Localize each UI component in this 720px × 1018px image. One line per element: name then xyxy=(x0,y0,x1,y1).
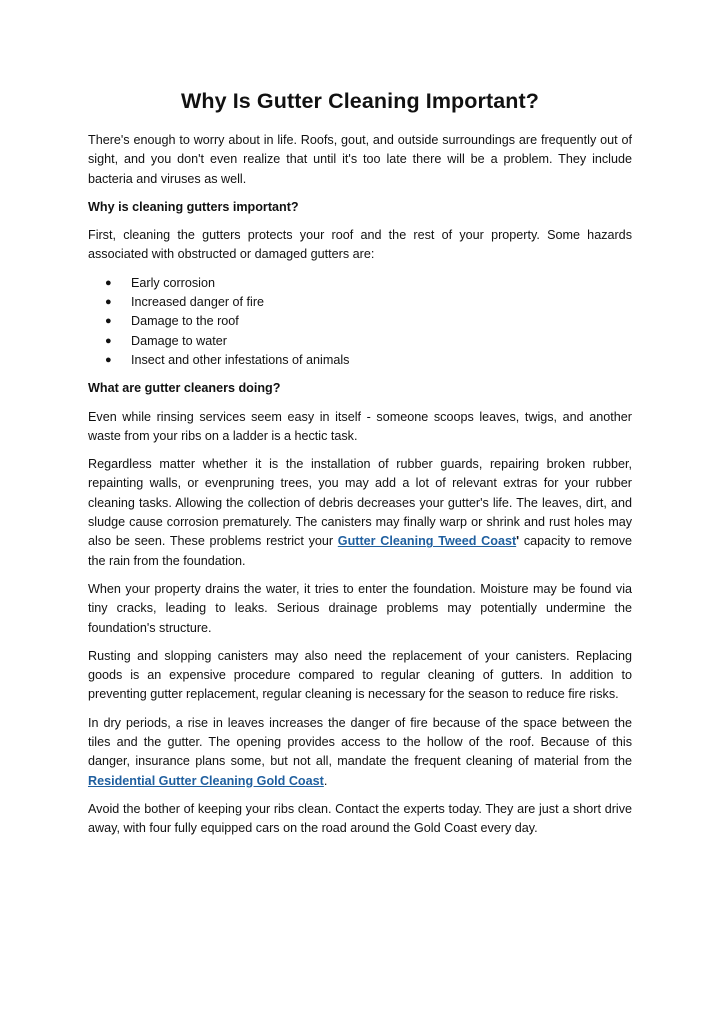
list-item xyxy=(105,274,632,293)
hazards-intro-paragraph: First, cleaning the gutters protects your roof and the rest of your property. Some hazards associated with obstructed or damaged gutters are: xyxy=(88,228,632,262)
rinsing-paragraph: Even while rinsing services seem easy in itself - someone scoops leaves, twigs, and another waste from your ribs on a ladder is a hectic task. xyxy=(88,409,632,443)
list-item-text: Early corrosion xyxy=(131,275,215,290)
fire-text-after: . xyxy=(323,773,328,788)
intro-paragraph: There's enough to worry about in life. Roofs, gout, and outside surroundings are frequently out of sight, and you don't even realize that until it's too late there will be a problem. They include bacteria and viruses as well. xyxy=(88,133,632,186)
extras-text-after: capacity to remove the rain from the foundation. xyxy=(88,534,633,568)
bullet-icon: ● xyxy=(105,315,112,328)
replacement-paragraph: Rusting and slopping canisters may also need the replacement of your canisters. Replacing goods is an expensive procedure compared to regular cleaning of gutters. In addition to preventing gutter replacement, regular cleaning is necessary for the season to reduce fire risks. xyxy=(88,648,632,702)
bullet-icon: ● xyxy=(105,296,112,309)
list-item-text: Insect and other infestations of animals xyxy=(131,352,350,367)
list-item-text: Increased danger of fire xyxy=(131,295,265,310)
contact-paragraph: Avoid the bother of keeping your ribs clean. Contact the experts today. They are just a short drive away, with four fully equipped cars on the road around the Gold Coast every day. xyxy=(88,801,632,836)
drainage-paragraph: When your property drains the water, it tries to enter the foundation. Moisture may be found via tiny cracks, leading to leaks. Serious drainage problems may potentially undermine the foundation's structure. xyxy=(88,581,632,635)
list-item xyxy=(105,351,632,370)
list-item-text: Damage to the roof xyxy=(131,314,239,329)
bullet-icon: ● xyxy=(105,334,112,347)
list-item xyxy=(105,312,632,331)
section-heading-importance: Why is cleaning gutters important? xyxy=(88,199,299,214)
hazards-list xyxy=(88,274,632,370)
bullet-icon: ● xyxy=(105,353,112,366)
apostrophe-bold: ' xyxy=(516,534,520,549)
list-item-text: Damage to water xyxy=(131,333,227,348)
extras-text-before: Regardless matter whether it is the installation of rubber guards, repairing broken rubber, repainting walls, or evenpruning trees, you may add a lot of relevant extras for your rubber cleaning tasks. Allowing the collection of debris decreases your gutter's life. The leaves, dirt, and sludge cause corrosion prematurely. The canisters may finally warp or shrink and rust holes may also be seen. These problems restrict your xyxy=(88,457,632,549)
list-item xyxy=(105,293,632,312)
fire-danger-paragraph xyxy=(88,714,632,791)
section-heading-cleaners: What are gutter cleaners doing? xyxy=(88,381,281,396)
tweed-coast-link[interactable]: Gutter Cleaning Tweed Coast xyxy=(337,534,517,549)
gold-coast-link[interactable]: Residential Gutter Cleaning Gold Coast xyxy=(88,773,324,788)
list-item xyxy=(105,332,632,351)
bullet-icon: ● xyxy=(105,276,112,289)
page-title: Why Is Gutter Cleaning Important? xyxy=(180,89,540,113)
extras-paragraph xyxy=(88,455,632,571)
fire-text-before: In dry periods, a rise in leaves increases the danger of fire because of the space between the tiles and the gutter. The opening provides access to the hollow of the roof. Because of this danger, insurance plans some, but not all, mandate the frequent cleaning of material from the xyxy=(88,715,632,769)
